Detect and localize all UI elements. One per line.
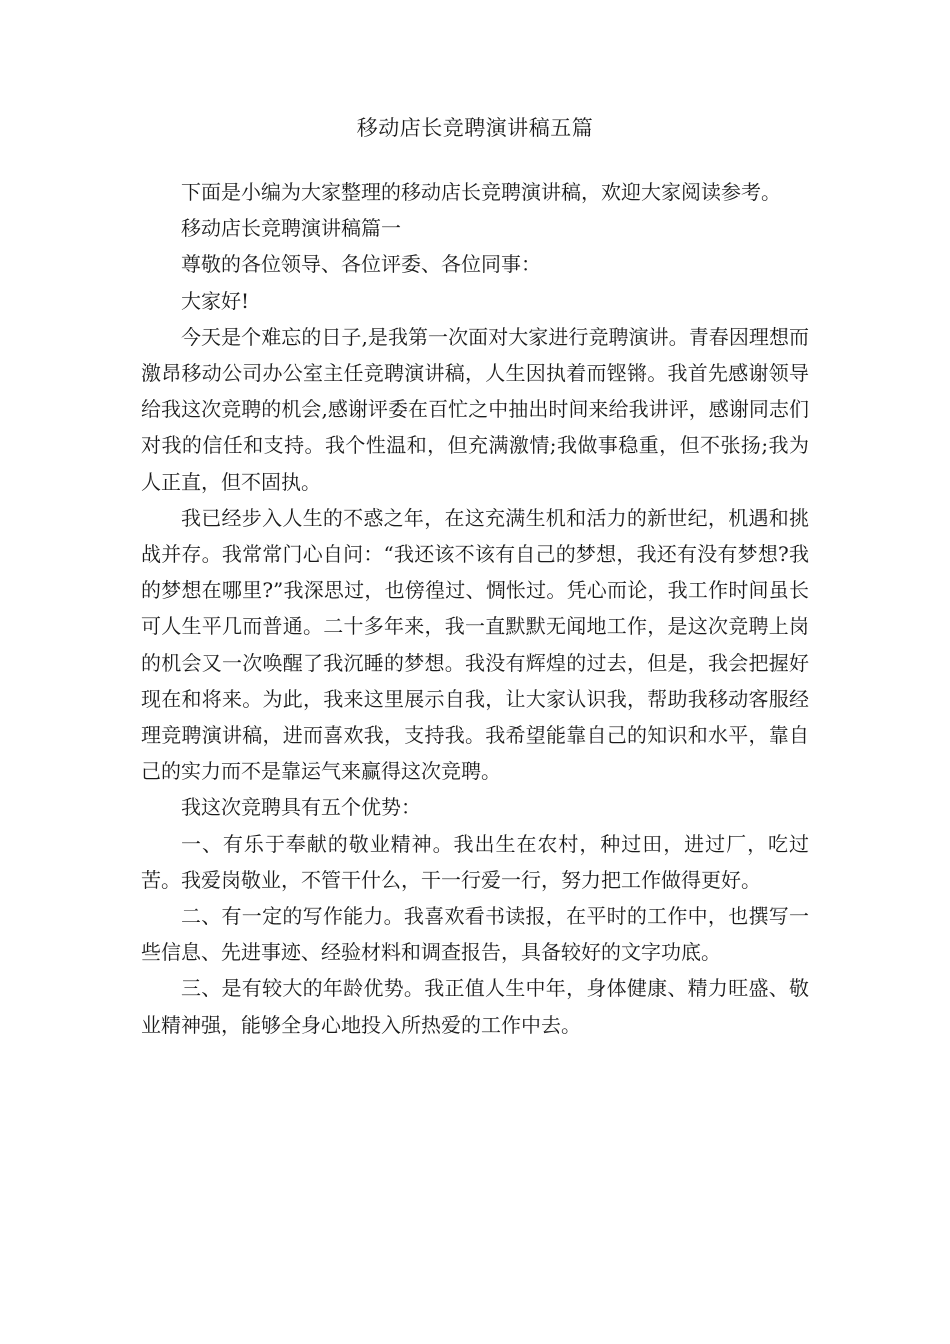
document-title: 移动店长竞聘演讲稿五篇 — [356, 116, 594, 140]
intro-paragraph: 下面是小编为大家整理的移动店长竞聘演讲稿，欢迎大家阅读参考。 — [181, 180, 781, 204]
section-heading: 移动店长竞聘演讲稿篇一 — [181, 216, 401, 241]
body-paragraph: 我已经步入人生的不惑之年，在这充满生机和活力的新世纪，机遇和挑战并存。我常常门心自问：“我还该不该有自己的梦想，我还有没有梦想?我的梦想在哪里?”我深思过，也傍徨过、惆怅过。凭心而论，我工作时间虽长可人生平几而普通。二十多年来，我一直默默无闻地工作，是这次竞聘上岗的机会又一次唤醒了我沉睡的梦想。我没有辉煌的过去，但是，我会把握好现在和将来。为此，我来这里展示自我，让大家认识我，帮助我移动客服经理竞聘演讲稿，进而喜欢我，支持我。我希望能靠自己的知识和水平，靠自己的实力而不是靠运气来赢得这次竞聘。 — [141, 505, 809, 784]
greeting: 大家好! — [181, 288, 250, 313]
salutation: 尊敬的各位领导、各位评委、各位同事： — [181, 252, 541, 277]
advantage-item: 三、是有较大的年龄优势。我正值人生中年，身体健康、精力旺盛、敬业精神强，能够全身心地投入所热爱的工作中去。 — [141, 976, 809, 1037]
advantage-item: 一、有乐于奉献的敬业精神。我出生在农村，种过田，进过厂，吃过苦。我爱岗敬业，不管干什么，干一行爱一行，努力把工作做得更好。 — [141, 831, 809, 892]
document-body — [141, 174, 809, 1043]
advantages-intro: 我这次竞聘具有五个优势： — [181, 795, 421, 820]
advantage-item: 二、有一定的写作能力。我喜欢看书读报，在平时的工作中，也撰写一些信息、先进事迹、经验材料和调查报告，具备较好的文字功底。 — [141, 904, 809, 965]
body-paragraph: 今天是个难忘的日子,是我第一次面对大家进行竞聘演讲。青春因理想而激昂移动公司办公室主任竞聘演讲稿，人生因执着而铿锵。我首先感谢领导给我这次竞聘的机会,感谢评委在百忙之中抽出时间来给我讲评，感谢同志们对我的信任和支持。我个性温和，但充满激情;我做事稳重，但不张扬;我为人正直，但不固执。 — [141, 324, 809, 494]
